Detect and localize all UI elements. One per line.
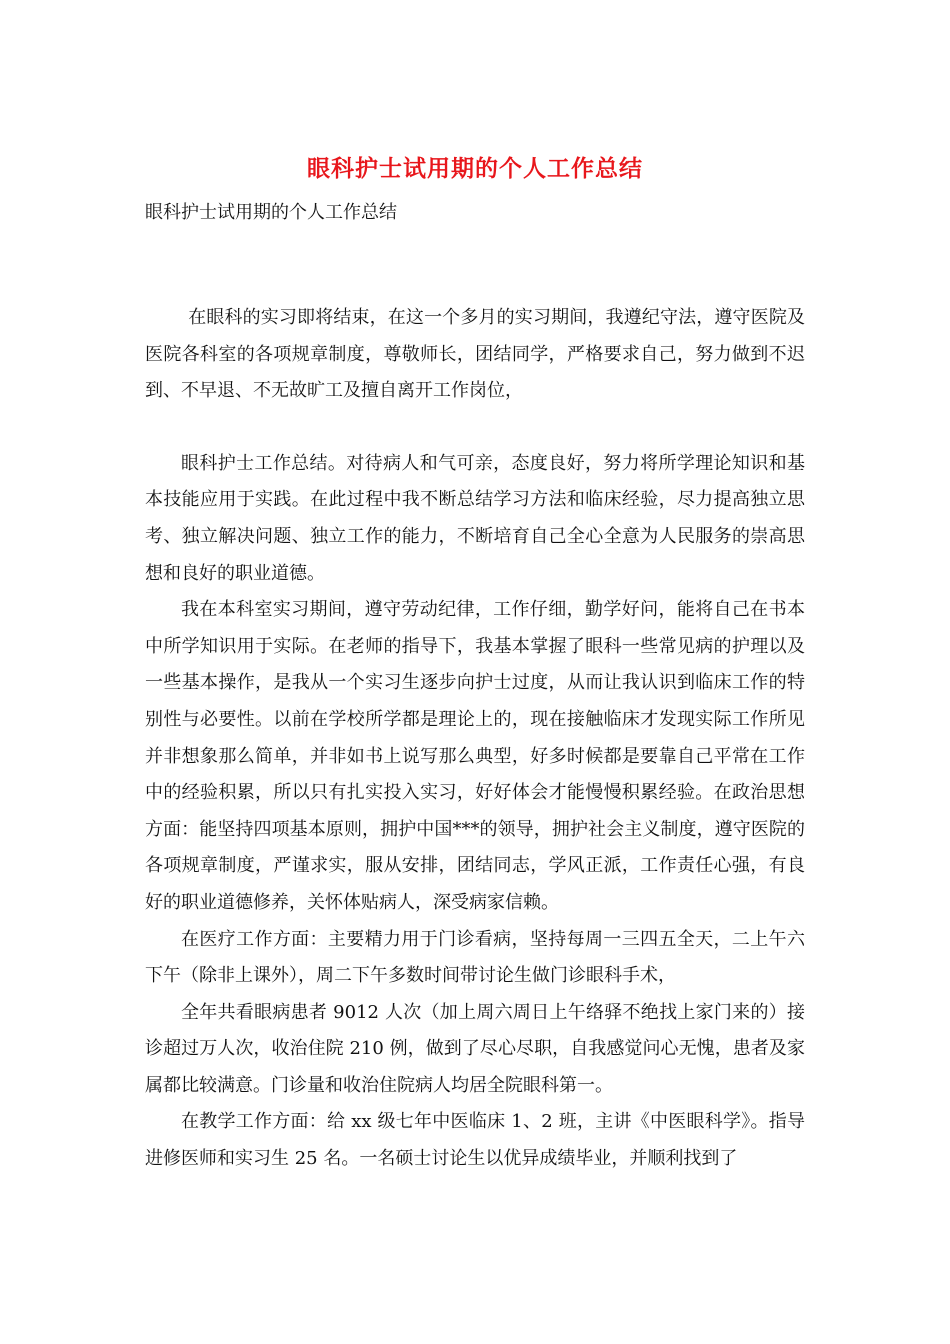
paragraph-1: 在眼科的实习即将结束，在这一个多月的实习期间，我遵纪守法，遵守医院及医院各科室的各项规章制度，尊敬师长，团结同学，严格要求自己，努力做到不迟到、不早退、不无故旷工及擅自离开工作岗位，: [145, 307, 805, 402]
paragraph-gap: [145, 410, 805, 446]
document-title: 眼科护士试用期的个人工作总结: [307, 155, 643, 182]
paragraph-5: 全年共看眼病患者 9012 人次（加上周六周日上午络驿不绝找上家门来的）接诊超过万人次，收治住院 210 例，做到了尽心尽职，自我感觉问心无愧，患者及家属都比较满意。门诊量和收治住院病人均居全院眼科第一。: [145, 1001, 805, 1096]
paragraph-6: 在教学工作方面：给 xx 级七年中医临床 1、2 班，主讲《中医眼科学》。指导进修医师和实习生 25 名。一名硕士讨论生以优异成绩毕业，并顺利找到了: [145, 1111, 805, 1170]
document-body: [145, 300, 805, 1178]
paragraph-3: 我在本科室实习期间，遵守劳动纪律，工作仔细，勤学好问，能将自己在书本中所学知识用于实际。在老师的指导下，我基本掌握了眼科一些常见病的护理以及一些基本操作，是我从一个实习生逐步向护士过度，从而让我认识到临床工作的特别性与必要性。以前在学校所学都是理论上的，现在接触临床才发现实际工作所见并非想象那么简单，并非如书上说写那么典型，好多时候都是要靠自己平常在工作中的经验积累，所以只有扎实投入实习，好好体会才能慢慢积累经验。在政治思想方面：能坚持四项基本原则，拥护中国***的领导，拥护社会主义制度，遵守医院的各项规章制度，严谨求实，服从安排，团结同志，学风正派，工作责任心强，有良好的职业道德修养，关怀体贴病人，深受病家信赖。: [145, 599, 805, 913]
document-subtitle: 眼科护士试用期的个人工作总结: [145, 202, 397, 223]
paragraph-2: 眼科护士工作总结。对待病人和气可亲，态度良好，努力将所学理论知识和基本技能应用于实践。在此过程中我不断总结学习方法和临床经验，尽力提高独立思考、独立解决问题、独立工作的能力，不断培育自己全心全意为人民服务的崇高思想和良好的职业道德。: [145, 452, 805, 584]
paragraph-4: 在医疗工作方面：主要精力用于门诊看病，坚持每周一三四五全天，二上午六下午（除非上课外），周二下午多数时间带讨论生做门诊眼科手术，: [145, 928, 805, 987]
